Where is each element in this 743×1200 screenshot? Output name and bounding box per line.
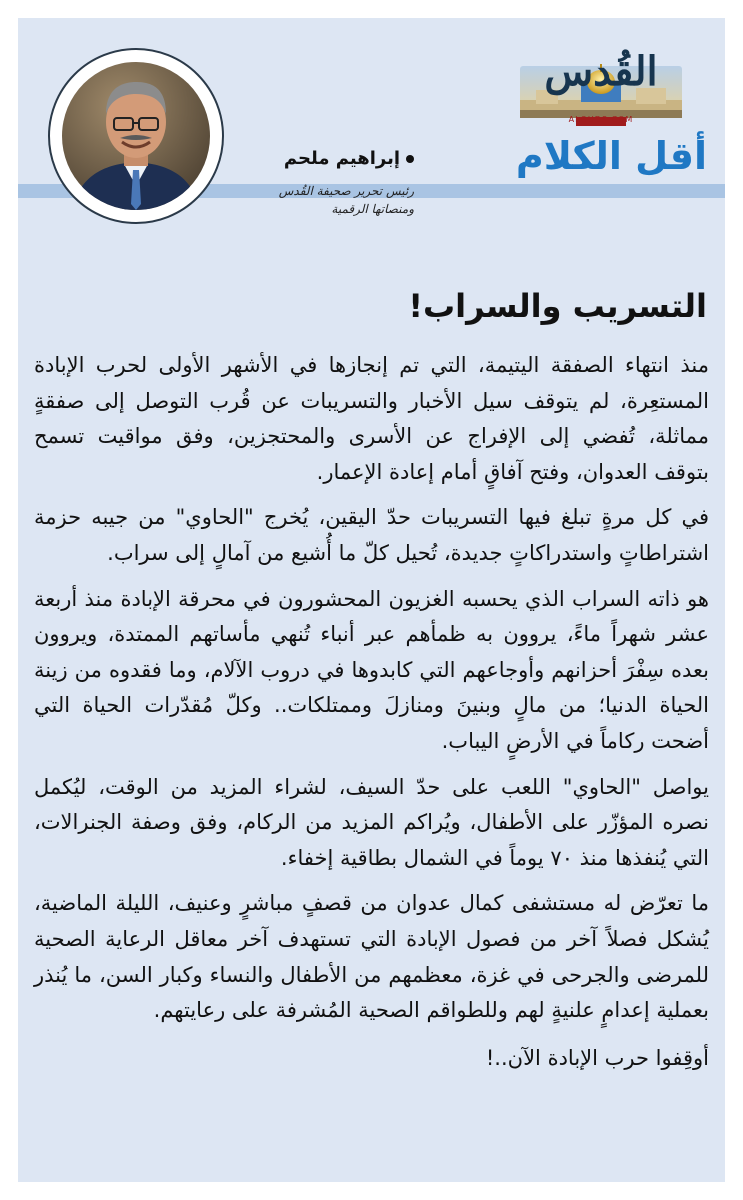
author-role-line: ومنصاتها الرقمية bbox=[331, 202, 414, 216]
article-paragraph: منذ انتهاء الصفقة اليتيمة، التي تم إنجازها في الأشهر الأولى لحرب الإبادة المستعِرة، لم يتوقف سيل الأخبار والتسريبات عن قُرب التوصل إلى صفقةٍ مماثلة، تُفضي إلى الإفراج عن الأسرى والمحتجزين، وفق مواقيت تسمح بتوقف العدوان، وفتح آفاقٍ أمام إعادة الإعمار. bbox=[34, 353, 709, 484]
author-photo bbox=[62, 62, 210, 210]
author-name-line bbox=[214, 146, 414, 172]
author-photo-frame bbox=[48, 48, 224, 224]
logo-url: ALQUDS.COM bbox=[568, 115, 634, 124]
bullet-dot-icon bbox=[406, 155, 414, 163]
author-block bbox=[214, 146, 414, 218]
author-role bbox=[214, 182, 414, 218]
opinion-column-page bbox=[18, 18, 725, 1182]
article-paragraph: في كل مرةٍ تبلغ فيها التسريبات حدّ اليقين، يُخرج "الحاوي" من جيبه حزمة اشتراطاتٍ واستدراكاتٍ جديدة، تُحيل كلّ ما أُشيع من آمالٍ إلى سراب. bbox=[34, 505, 709, 565]
logo-wordmark: القُدس bbox=[544, 48, 658, 95]
article-body bbox=[34, 348, 709, 1086]
article-paragraph: هو ذاته السراب الذي يحسبه الغزيون المحشورون في محرقة الإبادة منذ أربعة عشر شهراً ماءً، يروون به ظمأهم عبر أنباء تُنهي مأساتهم الممتدة، ويروون بعده سِفْرَ أحزانهم وأوجاعهم التي كابدوها في دروب الآلام، وما فقدوه من زينة الحياة الدنيا؛ من مالٍ وبنينَ ومنازلَ وممتلكات.. وكلّ مُقدّرات الحياة التي أضحت ركاماً في الأرضٍ اليباب. bbox=[34, 586, 709, 753]
column-title: أقل الكلام bbox=[515, 134, 707, 178]
author-portrait-icon bbox=[62, 62, 210, 210]
newspaper-logo bbox=[516, 44, 686, 134]
article-paragraph: يواصل "الحاوي" اللعب على حدّ السيف، لشراء المزيد من الوقت، ليُكمل نصره المؤزّر على الأطفال، ويُراكم المزيد من الركام، وفق وصفة الجنرالات، التي يُنفذها منذ ٧٠ يوماً في الشمال بطاقية إخفاء. bbox=[34, 774, 709, 870]
article-headline: التسريب والسراب! bbox=[408, 287, 707, 325]
author-role-line: رئيس تحرير صحيفة القُدس bbox=[278, 184, 414, 198]
author-name: إبراهيم ملحم bbox=[283, 148, 400, 169]
article-paragraph: ما تعرّض له مستشفى كمال عدوان من قصفٍ مباشرٍ وعنيف، الليلة الماضية، يُشكل فصلاً آخر من فصول الإبادة التي تستهدف آخر معاقل الرعاية الصحية للمرضى والجرحى في غزة، معظمهم من الأطفال والنساء وكبار السن، ما يُنذر بعملية إعدامٍ علنيةٍ لهم وللطواقم الصحية المُشرفة على رعايتهم. bbox=[34, 891, 709, 1023]
article-closing-line: أوقِفوا حرب الإبادة الآن..! bbox=[485, 1045, 709, 1070]
